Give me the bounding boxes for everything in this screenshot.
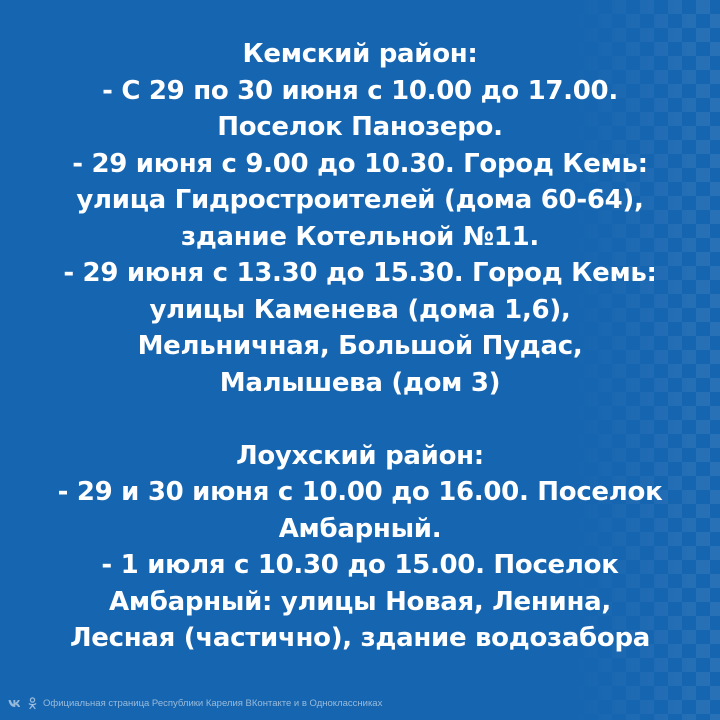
text-line: Мельничная, Большой Пудас,: [137, 331, 583, 361]
section-title-kem: Кемский район:: [242, 39, 478, 69]
text-line: Амбарный.: [278, 513, 442, 544]
text-line: улица Гидростроителей (дома 60-64),: [76, 185, 644, 215]
text-line: - 29 и 30 июня с 10.00 до 16.00. Поселок: [57, 477, 663, 507]
text-line: - 29 июня с 13.30 до 15.30. Город Кемь:: [63, 258, 657, 288]
section-title-loukhi: Лоухский район:: [236, 440, 484, 471]
text-line: улицы Каменева (дома 1,6),: [149, 294, 571, 325]
footer-text: Официальная страница Республики Карелия ВКонтакте и в Одноклассниках: [43, 698, 383, 709]
text-line: - С 29 по 30 июня с 10.00 до 17.00.: [102, 75, 618, 106]
text-line: здание Котельной №11.: [181, 221, 539, 252]
announcement-text: [0, 36, 720, 657]
section-gap: [0, 401, 720, 438]
text-line: Поселок Панозеро.: [217, 112, 503, 142]
text-line: Амбарный: улицы Новая, Ленина,: [109, 586, 611, 617]
text-line: - 29 июня с 9.00 до 10.30. Город Кемь:: [72, 148, 648, 179]
text-line: Малышева (дом 3): [219, 367, 501, 398]
footer: [8, 697, 382, 710]
text-line: Лесная (частично), здание водозабора: [69, 623, 651, 653]
vk-icon: [8, 699, 22, 708]
text-line: - 1 июля с 10.30 до 15.00. Поселок: [101, 550, 619, 580]
ok-icon: [28, 697, 37, 710]
